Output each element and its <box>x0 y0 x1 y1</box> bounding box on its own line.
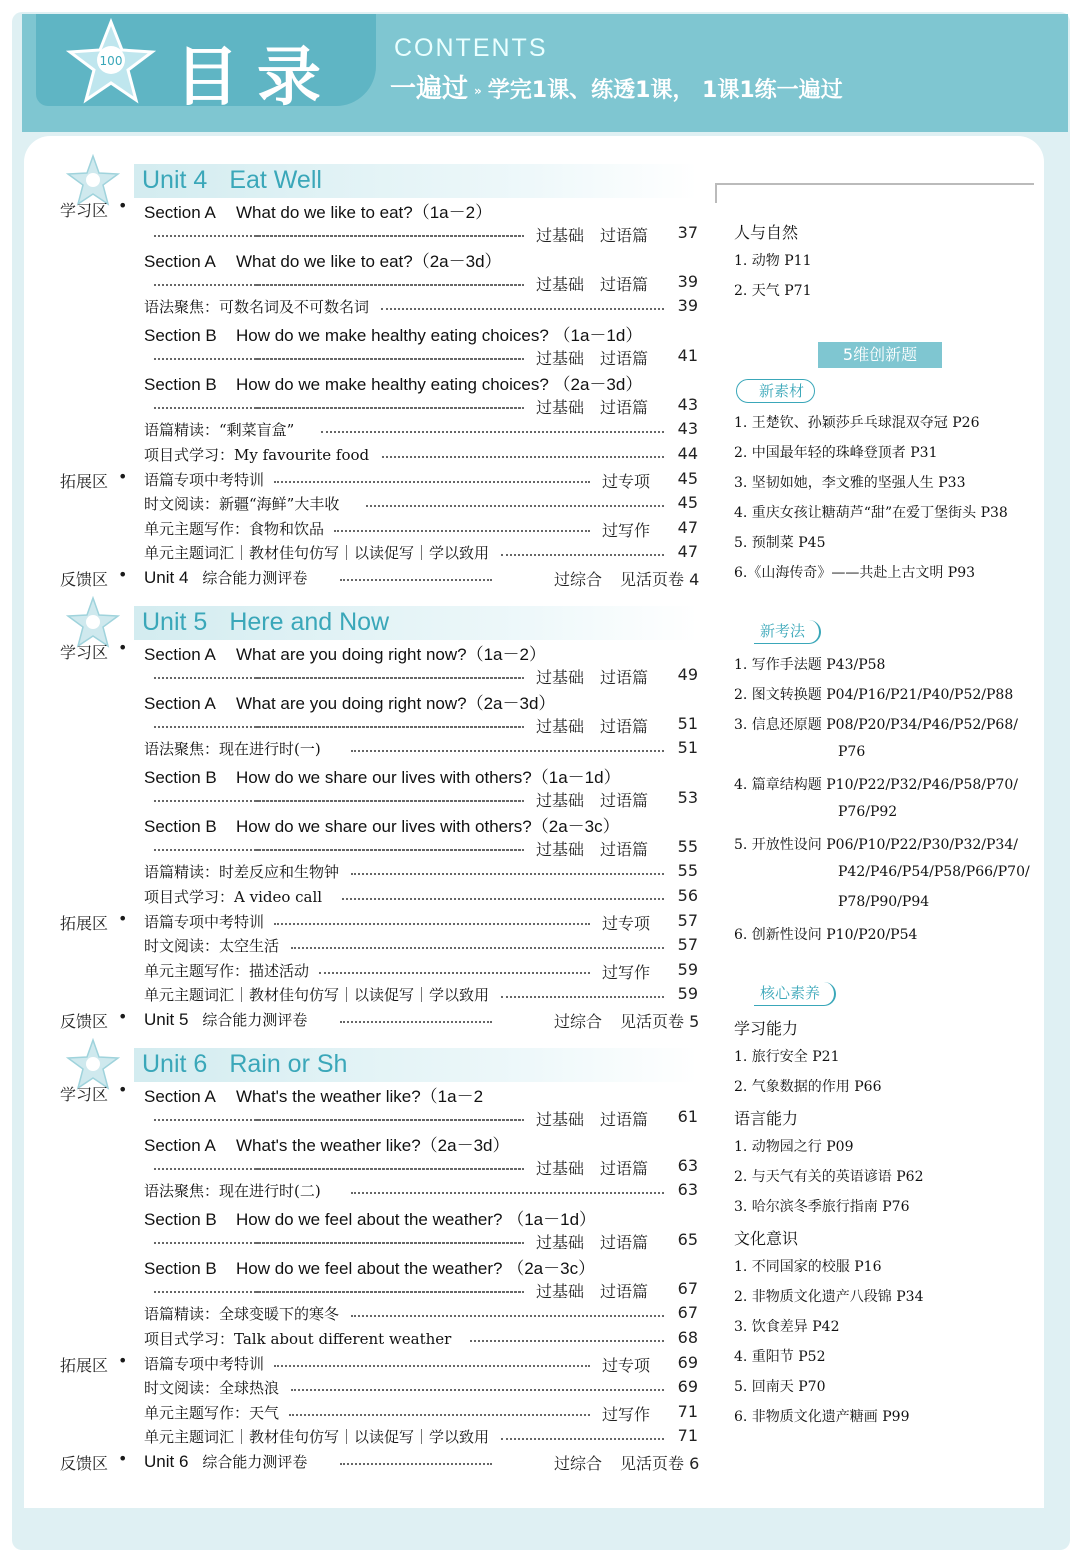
toc-tag-primary: 过基础 <box>536 1233 585 1252</box>
toc-zone-label: 学习区 <box>60 201 109 220</box>
sidebar-item: 1. 不同国家的校服 P16 <box>734 1259 882 1275</box>
toc-row[interactable] <box>60 1230 700 1254</box>
toc-row[interactable] <box>60 567 700 591</box>
toc-dot-leader <box>274 923 590 925</box>
toc-page-number: 59 <box>677 984 698 1003</box>
toc-entry-title <box>144 321 642 346</box>
toc-page-number: 43 <box>677 395 698 414</box>
toc-dot-leader <box>256 1168 524 1170</box>
toc-entry-title: 项目式学习：A video call <box>144 888 323 906</box>
toc-row[interactable] <box>60 1279 700 1303</box>
toc-tag-secondary: 过语篇 <box>600 1233 649 1252</box>
toc-entry-title <box>144 640 546 665</box>
toc-row[interactable] <box>60 665 700 689</box>
sidebar-item: 6.《山海传奇》——共赴上古文明 P93 <box>734 565 976 581</box>
toc-page-number: 55 <box>677 861 698 880</box>
toc-page-number: 57 <box>677 935 698 954</box>
sidebar-heading: 学习能力 <box>734 1019 799 1038</box>
toc-tag-primary: 过综合 <box>554 1012 603 1031</box>
toc-zone-label: 学习区 <box>60 643 109 662</box>
section-badge: 5维创新题 <box>818 342 942 368</box>
toc-page-number: 68 <box>677 1328 698 1347</box>
sidebar-item: 5. 回南天 P70 <box>734 1379 826 1395</box>
toc-row[interactable] <box>60 788 700 812</box>
toc-zone-label: 拓展区 <box>60 472 109 491</box>
unit-name: Rain or Sh <box>229 1050 348 1078</box>
toc-page-number: 45 <box>677 493 698 512</box>
toc-tag-primary: 过基础 <box>536 275 585 294</box>
toc-tag-secondary: 过语篇 <box>600 398 649 417</box>
toc-tag-primary: 过基础 <box>536 1110 585 1129</box>
toc-row[interactable] <box>60 911 700 935</box>
toc-tag-primary: 过基础 <box>536 791 585 810</box>
contents-label: CONTENTS <box>394 34 548 62</box>
sidebar-item: 1. 旅行安全 P21 <box>734 1049 840 1065</box>
toc-entry-title: 语法聚焦：可数名词及不可数名词 <box>144 298 370 316</box>
toc-bullet: • <box>118 1007 128 1026</box>
toc-entry-title <box>144 812 620 837</box>
toc-dot-leader <box>351 1192 664 1194</box>
toc-tag-secondary: 过语篇 <box>600 349 649 368</box>
sidebar-item: 4. 重阳节 P52 <box>734 1349 826 1365</box>
sidebar-item: 4. 重庆女孩让糖葫芦“甜”在爱丁堡街头 P38 <box>734 505 1008 521</box>
toc-entry-title <box>144 1205 596 1230</box>
toc-page-number: 63 <box>677 1156 698 1175</box>
sidebar-item: 5. 预制菜 P45 <box>734 535 826 551</box>
toc-row[interactable] <box>60 419 700 443</box>
toc-row[interactable] <box>60 1328 700 1352</box>
toc-tag-primary: 过基础 <box>536 717 585 736</box>
toc-entry-title: 单元主题写作：食物和饮品 <box>144 520 325 538</box>
toc-tag-secondary: 过语篇 <box>600 840 649 859</box>
unit-header <box>66 162 698 202</box>
toc-dot-leader <box>256 1242 524 1244</box>
toc-section-label: Section A <box>144 252 216 271</box>
toc-row[interactable] <box>60 1451 700 1475</box>
toc-row[interactable] <box>60 1107 700 1131</box>
sidebar-item: 2. 与天气有关的英语谚语 P62 <box>734 1169 924 1185</box>
toc-dot-leader <box>256 677 524 679</box>
toc-dot-leader <box>351 873 664 875</box>
toc-page-number: 67 <box>677 1279 698 1298</box>
toc-entry-title: 单元主题词汇｜教材佳句仿写｜以读促写｜学以致用 <box>144 986 490 1004</box>
toc-section-label: Section A <box>144 1136 216 1155</box>
toc-page-number: 61 <box>677 1107 698 1126</box>
toc-row[interactable] <box>60 1402 700 1426</box>
toc-dot-leader <box>382 456 664 458</box>
unit-header <box>66 1046 698 1086</box>
toc-entry-title: 单元主题写作：描述活动 <box>144 962 310 980</box>
sidebar-item: 6. 非物质文化遗产糖画 P99 <box>734 1409 910 1425</box>
sidebar-item: 3. 信息还原题 P08/P20/P34/P46/P52/P68/ <box>734 717 1018 733</box>
sidebar-item: 2. 天气 P71 <box>734 283 812 299</box>
toc-dot-leader <box>256 726 524 728</box>
toc-tag-primary: 过基础 <box>536 1159 585 1178</box>
toc-dot-leader <box>256 1119 524 1121</box>
toc-tag-primary: 过专项 <box>602 472 651 491</box>
toc-page-number: 44 <box>677 444 698 463</box>
toc-row[interactable] <box>60 837 700 861</box>
toc-tag-secondary: 见活页卷 6 <box>620 1454 700 1473</box>
toc-row[interactable] <box>60 763 700 787</box>
toc-page-number: 43 <box>677 419 698 438</box>
toc-row[interactable] <box>60 542 700 566</box>
toc-section-question: What are you doing right now?（1a－2） <box>236 645 546 664</box>
toc-entry-title: 单元主题写作：天气 <box>144 1404 280 1422</box>
toc-section-label: Section B <box>144 1259 217 1278</box>
toc-row[interactable] <box>60 960 700 984</box>
toc-section-label: Section B <box>144 817 217 836</box>
toc-row[interactable] <box>60 738 700 762</box>
toc-entry-title <box>144 1009 307 1030</box>
toc-page-number: 69 <box>677 1353 698 1372</box>
sidebar-item: 3. 坚韧如她，李文雅的坚强人生 P33 <box>734 475 966 491</box>
toc-tag-secondary: 见活页卷 4 <box>620 570 700 589</box>
toc-dot-leader <box>366 505 664 507</box>
toc-row[interactable] <box>60 689 700 713</box>
toc-bullet: • <box>118 196 128 215</box>
toc-tag-primary: 过基础 <box>536 349 585 368</box>
toc-section-question: How do we make healthy eating choices? （1a－1d） <box>236 326 643 345</box>
unit-number: Unit 4 <box>142 166 208 194</box>
toc-page-number: 51 <box>677 714 698 733</box>
toc-tag-primary: 过基础 <box>536 1282 585 1301</box>
toc-page-number: 59 <box>677 960 698 979</box>
toc-dot-leader <box>501 1438 664 1440</box>
toc-row[interactable] <box>60 346 700 370</box>
toc-bullet: • <box>118 909 128 928</box>
toc-dot-leader <box>321 431 664 433</box>
toc-zone-label: 反馈区 <box>60 1012 109 1031</box>
toc-tag-primary: 过专项 <box>602 1356 651 1375</box>
sidebar-item: 2. 气象数据的作用 P66 <box>734 1079 882 1095</box>
toc-page-number: 39 <box>677 296 698 315</box>
toc-page-number: 67 <box>677 1303 698 1322</box>
slogan <box>390 68 843 105</box>
toc-unit-label: Unit 6 <box>144 1452 189 1471</box>
toc-section-question: What are you doing right now?（2a－3d） <box>236 694 556 713</box>
toc-dot-leader <box>256 800 524 802</box>
toc-page-number: 49 <box>677 665 698 684</box>
toc-row[interactable] <box>60 1353 700 1377</box>
toc-row[interactable] <box>60 493 700 517</box>
toc-section-label: Section B <box>144 1210 217 1229</box>
toc-row[interactable] <box>60 886 700 910</box>
toc-row[interactable] <box>60 247 700 271</box>
toc-row[interactable] <box>60 640 700 664</box>
toc-row[interactable] <box>60 296 700 320</box>
sidebar-item: 3. 哈尔滨冬季旅行指南 P76 <box>734 1199 910 1215</box>
sidebar-item: 4. 篇章结构题 P10/P22/P32/P46/P58/P70/ <box>734 777 1018 793</box>
toc-section-question: How do we feel about the weather? （1a－1d） <box>236 1210 597 1229</box>
toc-bullet: • <box>118 565 128 584</box>
toc-page-number: 45 <box>677 469 698 488</box>
toc-row[interactable] <box>60 861 700 885</box>
toc-dot-leader <box>291 1389 664 1391</box>
sidebar-item: 2. 非物质文化遗产八段锦 P34 <box>734 1289 924 1305</box>
toc-entry-title: 语篇专项中考特训 <box>144 913 265 931</box>
sidebar-item: 1. 动物园之行 P09 <box>734 1139 854 1155</box>
toc-entry-title <box>144 1131 510 1156</box>
toc-row[interactable] <box>60 469 700 493</box>
toc-dot-leader <box>351 1315 664 1317</box>
toc-tag-secondary: 过语篇 <box>600 717 649 736</box>
toc-row[interactable] <box>60 1131 700 1155</box>
toc-tag-primary: 过基础 <box>536 398 585 417</box>
toc-dot-leader <box>342 898 664 900</box>
toc-section-label: Section A <box>144 203 216 222</box>
toc-entry-title: 语法聚焦：现在进行时(二) <box>144 1182 321 1200</box>
toc-section-label: Section B <box>144 768 217 787</box>
sidebar-item: 5. 开放性设问 P06/P10/P22/P30/P32/P34/ <box>734 837 1018 853</box>
toc-entry-title <box>144 370 642 395</box>
toc-dot-leader <box>256 284 524 286</box>
toc-dot-leader <box>470 1340 664 1342</box>
toc-entry-title <box>144 1451 307 1472</box>
toc-dot-leader <box>501 554 664 556</box>
page-title: 目录 <box>175 41 339 115</box>
toc-page-number: 63 <box>677 1180 698 1199</box>
toc-tag-primary: 过写作 <box>602 521 651 540</box>
toc-tag-primary: 过综合 <box>554 1454 603 1473</box>
toc-bullet: • <box>118 1351 128 1370</box>
toc-dot-leader <box>340 1021 492 1023</box>
toc-entry-title <box>144 689 555 714</box>
sidebar-item: P42/P46/P54/P58/P66/P70/ <box>838 864 1030 880</box>
toc-page-number: 71 <box>677 1426 698 1445</box>
toc-dot-leader <box>256 358 524 360</box>
toc-tag-primary: 过基础 <box>536 840 585 859</box>
toc-entry-title: 时文阅读：新疆“海鲜”大丰收 <box>144 495 340 513</box>
toc-dot-leader <box>289 1414 590 1416</box>
toc-section-question: How do we make healthy eating choices? （2a－3d） <box>236 375 643 394</box>
toc-section-question: What's the weather like?（2a－3d） <box>236 1136 510 1155</box>
toc-section-label: Section B <box>144 375 217 394</box>
sidebar-item: 2. 图文转换题 P04/P16/P21/P40/P52/P88 <box>734 687 1014 703</box>
toc-entry-title <box>144 763 621 788</box>
unit-header <box>66 604 698 644</box>
toc-tag-primary: 过基础 <box>536 226 585 245</box>
toc-test-label: 综合能力测评卷 <box>202 569 308 587</box>
slogan-big: 一遍过 <box>390 74 469 104</box>
category-pill: 新素材 <box>736 379 815 403</box>
toc-dot-leader <box>274 1365 590 1367</box>
toc-row[interactable] <box>60 1254 700 1278</box>
toc-entry-title: 语篇精读：全球变暖下的寒冬 <box>144 1305 340 1323</box>
toc-bullet: • <box>118 467 128 486</box>
toc-tag-secondary: 过语篇 <box>600 1110 649 1129</box>
toc-dot-leader <box>501 996 664 998</box>
toc-entry-title: 语法聚焦：现在进行时(一) <box>144 740 321 758</box>
toc-tag-primary: 过基础 <box>536 668 585 687</box>
toc-section-question: What do we like to eat?（2a－3d） <box>236 252 502 271</box>
toc-section-question: What's the weather like?（1a－2 <box>236 1087 484 1106</box>
toc-test-label: 综合能力测评卷 <box>202 1453 308 1471</box>
toc-page-number: 39 <box>677 272 698 291</box>
toc-entry-title <box>144 567 307 588</box>
unit-name: Eat Well <box>229 166 322 194</box>
unit-title <box>142 608 389 637</box>
toc-entry-title: 语篇专项中考特训 <box>144 1355 265 1373</box>
toc-section-label: Section A <box>144 694 216 713</box>
toc-tag-primary: 过综合 <box>554 570 603 589</box>
toc-dot-leader <box>291 947 664 949</box>
slogan-arrow: » <box>474 84 482 98</box>
toc-dot-leader <box>351 750 664 752</box>
toc-page-number: 47 <box>677 518 698 537</box>
sidebar-heading: 文化意识 <box>734 1229 799 1248</box>
toc-test-label: 综合能力测评卷 <box>202 1011 308 1029</box>
toc-entry-title: 时文阅读：全球热浪 <box>144 1379 280 1397</box>
toc-section-label: Section A <box>144 645 216 664</box>
toc-tag-primary: 过写作 <box>602 963 651 982</box>
toc-row[interactable] <box>60 1009 700 1033</box>
toc-row[interactable] <box>60 1082 700 1106</box>
toc-row[interactable] <box>60 1377 700 1401</box>
toc-entry-title: 项目式学习：Talk about different weather <box>144 1330 452 1348</box>
toc-page-number: 65 <box>677 1230 698 1249</box>
unit-title <box>142 166 322 195</box>
toc-section-label: Section A <box>144 1087 216 1106</box>
toc-tag-secondary: 过语篇 <box>600 668 649 687</box>
toc-row[interactable] <box>60 1156 700 1180</box>
toc-entry-title: 项目式学习：My favourite food <box>144 446 370 464</box>
toc-entry-title <box>144 1082 483 1107</box>
toc-page-number: 37 <box>677 223 698 242</box>
toc-section-question: How do we share our lives with others?（2a－3c） <box>236 817 620 836</box>
toc-page-number: 57 <box>677 911 698 930</box>
sidebar-item: 2. 中国最年轻的珠峰登顶者 P31 <box>734 445 938 461</box>
toc-page-number: 55 <box>677 837 698 856</box>
toc-row[interactable] <box>60 714 700 738</box>
sidebar-item: P76 <box>838 744 866 760</box>
toc-dot-leader <box>319 972 590 974</box>
sidebar-item: P78/P90/P94 <box>838 894 930 910</box>
sidebar-item: P76/P92 <box>838 804 898 820</box>
sidebar-heading: 语言能力 <box>734 1109 799 1128</box>
toc-tag-secondary: 见活页卷 5 <box>620 1012 700 1031</box>
category-pill: 新考法 <box>754 620 821 644</box>
sidebar-item: 6. 创新性设问 P10/P20/P54 <box>734 927 918 943</box>
toc-zone-label: 学习区 <box>60 1085 109 1104</box>
toc-entry-title <box>144 247 502 272</box>
mascot-label: 100 <box>99 54 123 68</box>
toc-row[interactable] <box>60 1180 700 1204</box>
toc-bullet: • <box>118 1080 128 1099</box>
toc-section-question: How do we share our lives with others?（1a－1d） <box>236 768 621 787</box>
sidebar-top-rule <box>716 183 1034 185</box>
toc-zone-label: 反馈区 <box>60 570 109 589</box>
sidebar-item: 3. 饮食差异 P42 <box>734 1319 840 1335</box>
sidebar-left-rule <box>715 183 717 203</box>
toc-row[interactable] <box>60 321 700 345</box>
toc-unit-label: Unit 5 <box>144 1010 189 1029</box>
toc-page-number: 51 <box>677 738 698 757</box>
toc-zone-label: 拓展区 <box>60 1356 109 1375</box>
toc-dot-leader <box>340 1463 492 1465</box>
toc-row[interactable] <box>60 935 700 959</box>
toc-entry-title: 单元主题词汇｜教材佳句仿写｜以读促写｜学以致用 <box>144 1428 490 1446</box>
toc-row[interactable] <box>60 1426 700 1450</box>
toc-row[interactable] <box>60 395 700 419</box>
toc-entry-title <box>144 198 492 223</box>
toc-section-question: What do we like to eat?（1a－2） <box>236 203 493 222</box>
toc-bullet: • <box>118 1449 128 1468</box>
category-pill: 核心素养 <box>754 982 836 1006</box>
toc-entry-title: 单元主题词汇｜教材佳句仿写｜以读促写｜学以致用 <box>144 544 490 562</box>
toc-dot-leader <box>381 308 664 310</box>
toc-dot-leader <box>340 579 492 581</box>
toc-entry-title: 语篇专项中考特训 <box>144 471 265 489</box>
toc-section-question: How do we feel about the weather? （2a－3c） <box>236 1259 596 1278</box>
toc-tag-secondary: 过语篇 <box>600 1159 649 1178</box>
toc-entry-title: 语篇精读：时差反应和生物钟 <box>144 863 340 881</box>
toc-dot-leader <box>256 407 524 409</box>
toc-row[interactable] <box>60 1205 700 1229</box>
toc-dot-leader <box>274 481 590 483</box>
toc-tag-secondary: 过语篇 <box>600 226 649 245</box>
slogan-text: 学完1课、练透1课， 1课1练一遍过 <box>487 78 843 103</box>
toc-entry-title: 语篇精读：“剩菜盲盒” <box>144 421 295 439</box>
toc-row[interactable] <box>60 198 700 222</box>
toc-dot-leader <box>256 235 524 237</box>
toc-tag-secondary: 过语篇 <box>600 1282 649 1301</box>
sidebar-item: 1. 王楚钦、孙颖莎乒乓球混双夺冠 P26 <box>734 415 980 431</box>
toc-row[interactable] <box>60 370 700 394</box>
unit-number: Unit 6 <box>142 1050 208 1078</box>
toc-tag-secondary: 过语篇 <box>600 275 649 294</box>
toc-zone-label: 反馈区 <box>60 1454 109 1473</box>
toc-section-label: Section B <box>144 326 217 345</box>
toc-page-number: 53 <box>677 788 698 807</box>
toc-unit-label: Unit 4 <box>144 568 189 587</box>
toc-dot-leader <box>256 849 524 851</box>
sidebar-item: 1. 写作手法题 P43/P58 <box>734 657 886 673</box>
toc-row[interactable] <box>60 444 700 468</box>
toc-bullet: • <box>118 638 128 657</box>
toc-page-number: 41 <box>677 346 698 365</box>
toc-page-number: 71 <box>677 1402 698 1421</box>
toc-row[interactable] <box>60 1303 700 1327</box>
toc-row[interactable] <box>60 223 700 247</box>
sidebar-item: 1. 动物 P11 <box>734 253 812 269</box>
toc-zone-label: 拓展区 <box>60 914 109 933</box>
unit-number: Unit 5 <box>142 608 208 636</box>
sidebar-heading: 人与自然 <box>734 223 799 242</box>
toc-page-number: 47 <box>677 542 698 561</box>
toc-row[interactable] <box>60 812 700 836</box>
toc-entry-title <box>144 1254 595 1279</box>
toc-tag-primary: 过写作 <box>602 1405 651 1424</box>
toc-dot-leader <box>256 1291 524 1293</box>
toc-tag-secondary: 过语篇 <box>600 791 649 810</box>
toc-tag-primary: 过专项 <box>602 914 651 933</box>
toc-page-number: 56 <box>677 886 698 905</box>
toc-row[interactable] <box>60 984 700 1008</box>
mascot-star-icon <box>66 18 156 108</box>
toc-row[interactable] <box>60 518 700 542</box>
unit-title <box>142 1050 347 1079</box>
toc-row[interactable] <box>60 272 700 296</box>
toc-entry-title: 时文阅读：太空生活 <box>144 937 280 955</box>
toc-dot-leader <box>334 530 590 532</box>
unit-name: Here and Now <box>229 608 390 636</box>
toc-page-number: 69 <box>677 1377 698 1396</box>
